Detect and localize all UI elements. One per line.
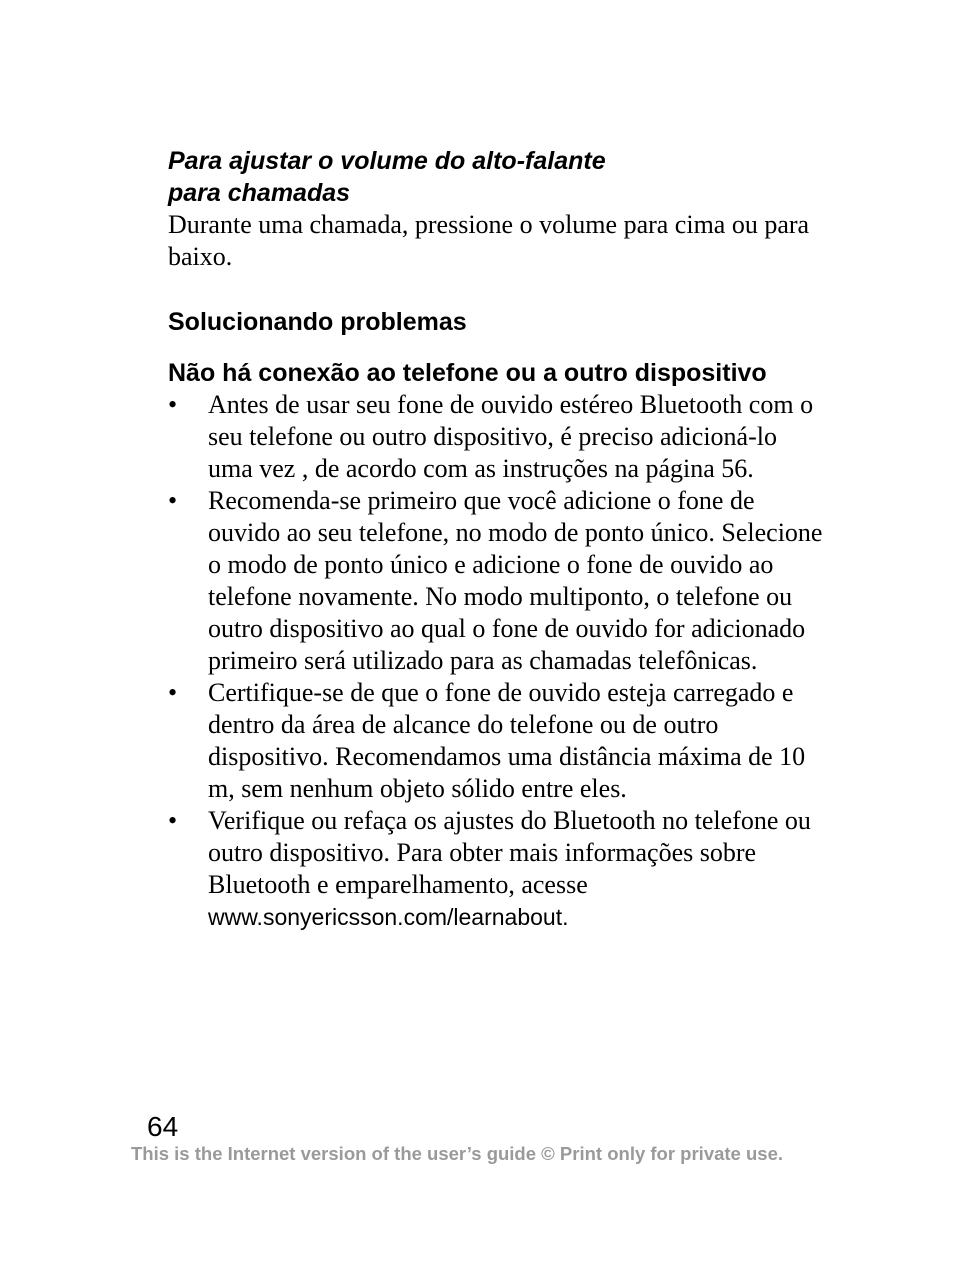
list-item bbox=[168, 389, 828, 485]
page-number: 64 bbox=[147, 1111, 179, 1142]
volume-section-title-line2: para chamadas bbox=[168, 179, 351, 207]
troubleshooting-list bbox=[168, 389, 828, 933]
footer-notice: This is the Internet version of the user’s guide © Print only for private use. bbox=[131, 1143, 784, 1164]
bullet-icon: • bbox=[168, 678, 178, 707]
list-item-text: Antes de usar seu fone de ouvido estéreo Bluetooth com o seu telefone ou outro dispositivo, é preciso adicioná-lo uma vez , de acordo com as instruções na página 56. bbox=[208, 390, 814, 483]
list-item-text: Verifique ou refaça os ajustes do Bluetooth no telefone ou outro dispositivo. Para obter mais informações sobre Bluetooth e emparelhamento, acesse bbox=[208, 806, 811, 899]
bullet-icon: • bbox=[168, 390, 178, 419]
troubleshooting-title: Solucionando problemas bbox=[168, 308, 467, 336]
link-suffix: . bbox=[562, 904, 569, 930]
bullet-icon: • bbox=[168, 486, 178, 515]
list-item bbox=[168, 485, 828, 677]
page-content bbox=[168, 145, 828, 930]
volume-section-title-line1: Para ajustar o volume do alto-falante bbox=[168, 147, 606, 175]
bullet-icon: • bbox=[168, 806, 178, 835]
problem-title: Não há conexão ao telefone ou a outro dispositivo bbox=[168, 359, 767, 387]
list-item-text: Certifique-se de que o fone de ouvido esteja carregado e dentro da área de alcance do telefone ou de outro dispositivo. Recomendamos uma distância máxima de 10 m, sem nenhum objeto sólido entre eles. bbox=[208, 678, 806, 803]
list-item bbox=[168, 677, 828, 805]
list-item bbox=[168, 805, 828, 933]
learnabout-link[interactable]: www.sonyericsson.com/learnabout bbox=[208, 904, 563, 930]
list-item-text: Recomenda-se primeiro que você adicione o fone de ouvido ao seu telefone, no modo de ponto único. Selecione o modo de ponto único e adicione o fone de ouvido ao telefone novamente. No modo multiponto, o telefone ou outro dispositivo ao qual o fone de ouvido for adicionado primeiro será utilizado para as chamadas telefônicas. bbox=[208, 486, 823, 675]
volume-section-body: Durante uma chamada, pressione o volume para cima ou para baixo. bbox=[168, 210, 810, 271]
